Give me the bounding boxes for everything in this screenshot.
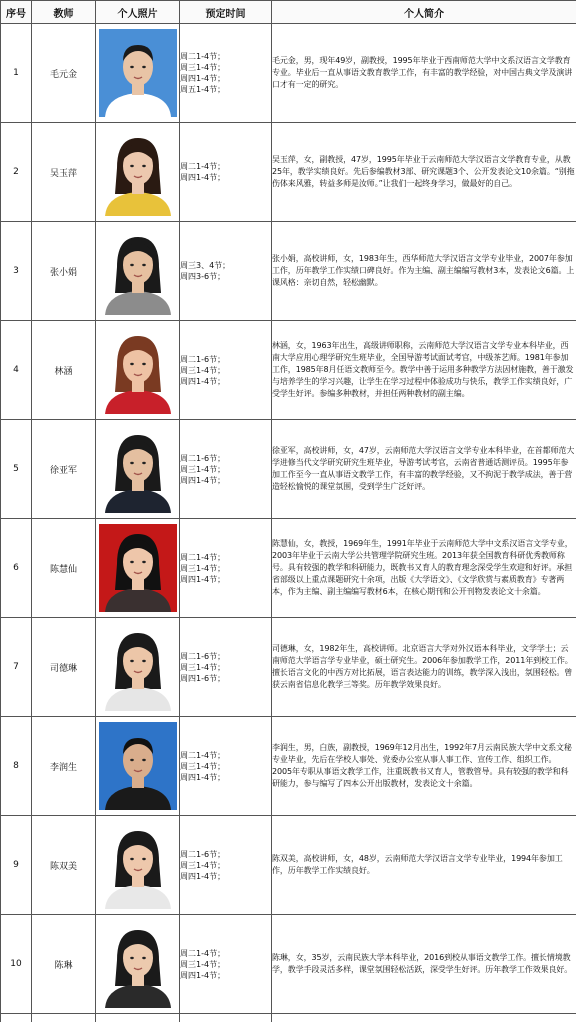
photo-cell (96, 123, 180, 222)
header-row (1, 1, 576, 24)
portrait-image (99, 29, 177, 117)
header-index: 序号 (1, 1, 32, 24)
schedule-times: 周二1-4节； 周三1-4节； 周四1-4节； (180, 915, 272, 1014)
header-schedule: 预定时间 (180, 1, 272, 24)
teacher-bio: 陈琳，女，35岁，云南民族大学本科毕业，2016到校从事语文教学工作。擅长情境教学，教学手段灵活多样，课堂氛围轻松活跃，深受学生好评。历年教学工作效果良好。 (272, 915, 576, 1014)
teacher-bio: 毛元金，男，现年49岁，副教授，1995年毕业于西南师范大学中文系汉语言文学教育专业。毕业后一直从事语文教育教学工作，有丰富的教学经验，对中国古典文学及演讲口才有一定的研究。 (272, 24, 576, 123)
photo-cell (96, 321, 180, 420)
portrait-image (99, 524, 177, 612)
photo-cell (96, 915, 180, 1014)
teacher-photo (99, 920, 177, 1008)
row-index: 4 (1, 321, 32, 420)
table-row (1, 519, 576, 618)
teacher-name: 陈慧仙 (32, 519, 96, 618)
teacher-photo (99, 128, 177, 216)
schedule-times: 周二1-4节； 周三1-4节； 周四1-4节； 周五1-4节； (180, 24, 272, 123)
header-bio: 个人简介 (272, 1, 576, 24)
schedule-times: 周二1-4节； 周三1-4节； 周四1-4节； (180, 717, 272, 816)
portrait-image (99, 821, 177, 909)
table-row (1, 222, 576, 321)
teacher-photo (99, 722, 177, 810)
table-row (1, 420, 576, 519)
schedule-times: 周二1-6节； 周三1-4节； 周四1-6节； (180, 618, 272, 717)
teacher-bio: 李润生，男，白族，副教授，1969年12月出生，1992年7月云南民族大学中文系文秘专业毕业，先后在学校人事处、党委办公室从事人事工作、宣传工作、组织工作。2005年专职从事语文教学工作，注重既教书又育人，管教管导。具有较强的教学和科研能力，参与编写了四本公开出版教材，发表论文十余篇。 (272, 717, 576, 816)
teacher-photo (99, 29, 177, 117)
empty-cell (1, 1014, 32, 1023)
portrait-image (99, 623, 177, 711)
table-row (1, 816, 576, 915)
empty-cell (96, 1014, 180, 1023)
table-row (1, 717, 576, 816)
teacher-name: 林涵 (32, 321, 96, 420)
teacher-photo (99, 524, 177, 612)
row-index: 3 (1, 222, 32, 321)
portrait-image (99, 128, 177, 216)
teacher-name: 吴玉萍 (32, 123, 96, 222)
header-photo: 个人照片 (96, 1, 180, 24)
teacher-bio: 陈双美，高校讲师，女，48岁，云南师范大学汉语言文学专业毕业，1994年参加工作，历年教学工作实绩良好。 (272, 816, 576, 915)
teacher-name: 陈双美 (32, 816, 96, 915)
table-body (1, 24, 576, 1023)
row-index: 6 (1, 519, 32, 618)
row-index: 1 (1, 24, 32, 123)
table-row (1, 618, 576, 717)
portrait-image (99, 920, 177, 1008)
header-teacher: 教师 (32, 1, 96, 24)
table-row-partial (1, 1014, 576, 1023)
photo-cell (96, 222, 180, 321)
row-index: 8 (1, 717, 32, 816)
photo-cell (96, 717, 180, 816)
row-index: 5 (1, 420, 32, 519)
row-index: 9 (1, 816, 32, 915)
schedule-times: 周二1-6节； 周三1-4节； 周四1-4节； (180, 816, 272, 915)
portrait-image (99, 425, 177, 513)
photo-cell (96, 519, 180, 618)
table-row (1, 321, 576, 420)
teacher-bio: 张小娟，高校讲师，女，1983年生，西华师范大学汉语言文学专业毕业，2007年参加工作，历年教学工作实绩口碑良好。作为主编、副主编编写教材3本，发表论文6篇。上课风格：亲切自然，轻松幽默。 (272, 222, 576, 321)
schedule-times: 周二1-6节； 周三1-4节； 周四1-4节； (180, 321, 272, 420)
teacher-name: 张小娟 (32, 222, 96, 321)
portrait-image (99, 227, 177, 315)
empty-cell (32, 1014, 96, 1023)
teacher-name: 司德琳 (32, 618, 96, 717)
teacher-name: 徐亚军 (32, 420, 96, 519)
teacher-photo (99, 227, 177, 315)
teacher-photo (99, 821, 177, 909)
portrait-image (99, 722, 177, 810)
schedule-times: 周三3、4节； 周四3-6节； (180, 222, 272, 321)
schedule-times: 周二1-6节； 周三1-4节； 周四1-4节； (180, 420, 272, 519)
schedule-times: 周二1-4节； 周四1-4节； (180, 123, 272, 222)
table-row (1, 915, 576, 1014)
teacher-bio: 林涵，女，1963年出生，高级讲师职称，云南师范大学汉语言文学专业本科毕业，西南大学应用心理学研究生班毕业，全国导游考试面试考官，中级茶艺师。1981年参加工作，1985年8月任语文教师至今。教学中善于运用多种教学方法因材施教，善于激发与培养学生的学习兴趣，让学生在学习过程中体验成功与快乐，教学工作实绩良好，广受学生好评。参编多种教材，并担任两种教材的副主编。 (272, 321, 576, 420)
teacher-name: 陈琳 (32, 915, 96, 1014)
table-row (1, 123, 576, 222)
teacher-bio: 徐亚军，高校讲师，女，47岁，云南师范大学汉语言文学专业本科毕业，在首都师范大学进修当代文学研究研究生班毕业，导游考试考官，云南省普通话测评员。1995年参加工作至今一直从事语文教学工作，有丰富的教学经验，又不拘泥于教学成法，善于营造轻松愉悦的课堂氛围，受到学生广泛好评。 (272, 420, 576, 519)
empty-cell (180, 1014, 272, 1023)
photo-cell (96, 24, 180, 123)
schedule-times: 周二1-4节； 周三1-4节； 周四1-4节； (180, 519, 272, 618)
photo-cell (96, 816, 180, 915)
row-index: 2 (1, 123, 32, 222)
teacher-bio: 司德琳，女，1982年生，高校讲师。北京语言大学对外汉语本科毕业，文学学士；云南师范大学语言学专业毕业，硕士研究生。2006年参加教学工作，2011年到校工作。擅长语言文化的中西方对比拓展，语言表达能力的训练，教学深入浅出，氛围轻松。曾获云南省信息化教学三等奖。历年教学效果良好。 (272, 618, 576, 717)
teacher-bio: 陈慧仙，女，教授，1969年生，1991年毕业于云南师范大学中文系汉语言文学专业，2003年毕业于云南大学公共管理学院研究生班。2013年获全国教育科研优秀教师称号。具有较强的教学和科研能力，既教书又育人的教育理念深受学生欢迎和好评。承担省部级以上重点课题研究十余项，出版《大学语文》、《文学欣赏与素质教育》专著两本，作为主编、副主编编写教材6本，在核心期刊和公开刊物发表论文十余篇。 (272, 519, 576, 618)
row-index: 10 (1, 915, 32, 1014)
teacher-name: 李润生 (32, 717, 96, 816)
photo-cell (96, 618, 180, 717)
teacher-photo (99, 326, 177, 414)
empty-cell (272, 1014, 576, 1023)
teacher-bio: 吴玉萍，女，副教授，47岁，1995年毕业于云南师范大学汉语言文学教育专业，从教25年，教学实绩良好。先后参编教材3部、研究课题3个、公开发表论文10余篇。“别拖伤体来风雅，转益多师是汝师。”让我们一起终身学习，做最好的自己。 (272, 123, 576, 222)
teacher-photo (99, 623, 177, 711)
row-index: 7 (1, 618, 32, 717)
portrait-image (99, 326, 177, 414)
teacher-photo (99, 425, 177, 513)
table-row (1, 24, 576, 123)
photo-cell (96, 420, 180, 519)
teacher-name: 毛元金 (32, 24, 96, 123)
